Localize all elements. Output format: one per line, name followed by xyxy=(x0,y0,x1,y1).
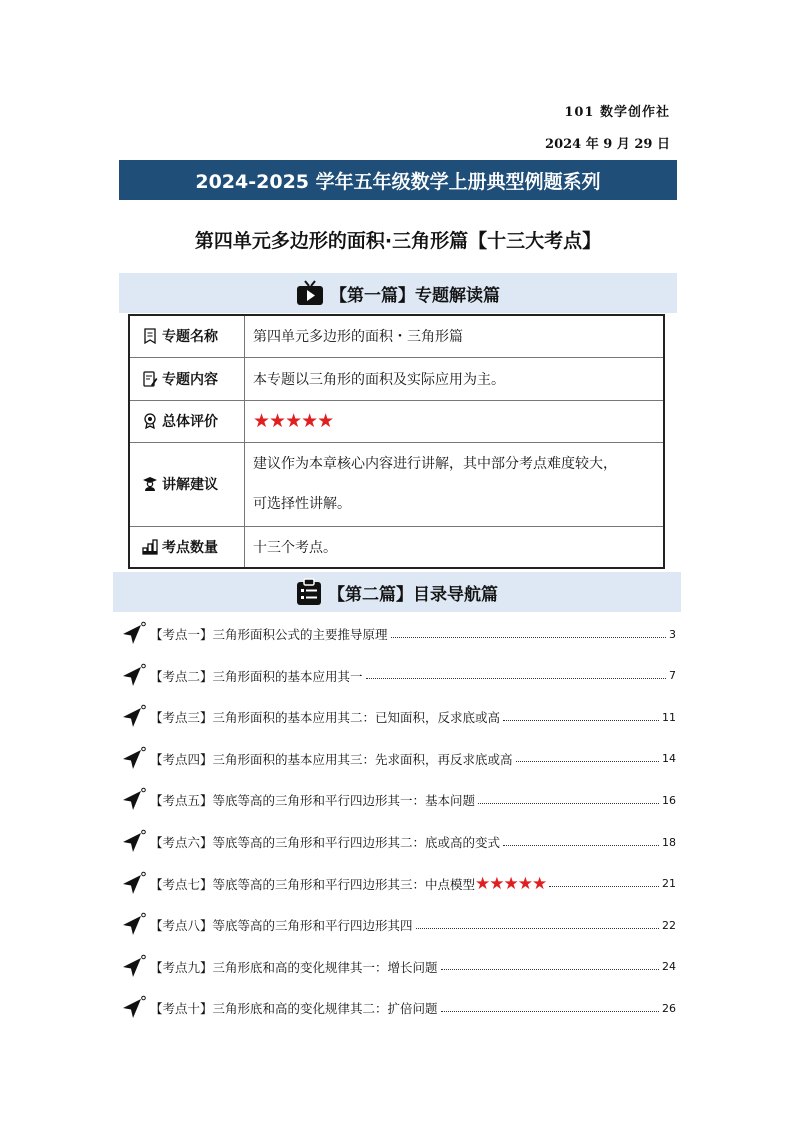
info-row-content xyxy=(129,357,664,400)
pointer-arrow-icon xyxy=(120,912,146,938)
toc-page-number: 22 xyxy=(662,918,676,932)
pointer-arrow-icon xyxy=(120,871,146,897)
dot-leader xyxy=(441,969,659,970)
dot-leader xyxy=(366,678,666,679)
toc-entry[interactable] xyxy=(120,829,676,855)
toc-entry-title: 【考点四】三角形面积的基本应用其三：先求面积，再反求底或高 xyxy=(150,751,513,767)
topic-info-table xyxy=(128,314,665,569)
difficulty-stars: ★★★★★ xyxy=(475,873,547,894)
info-key: 考点数量 xyxy=(162,539,218,556)
toc-entry-title: 【考点九】三角形底和高的变化规律其一：增长问题 xyxy=(150,959,438,975)
info-key: 专题名称 xyxy=(162,329,218,346)
toc-entry[interactable] xyxy=(120,746,676,772)
toc-entry[interactable] xyxy=(120,621,676,647)
info-value: 第四单元多边形的面积・三角形篇 xyxy=(245,315,665,357)
teacher-icon xyxy=(142,476,158,492)
info-value: 本专题以三角形的面积及实际应用为主。 xyxy=(245,357,665,400)
document-subtitle: 第四单元多边形的面积·三角形篇【十三大考点】 xyxy=(194,230,602,252)
toc-entry-title: 【考点八】等底等高的三角形和平行四边形其四 xyxy=(150,918,413,934)
info-value: 十三个考点。 xyxy=(245,526,665,568)
info-value-continued: 可选择性讲解。 xyxy=(253,496,351,512)
pointer-arrow-icon xyxy=(120,704,146,730)
tv-icon xyxy=(296,280,324,306)
toc-entry[interactable] xyxy=(120,954,676,980)
info-value: 建议作为本章核心内容进行讲解，其中部分考点难度较大， xyxy=(253,456,617,472)
info-row-rating xyxy=(129,400,664,442)
dot-leader xyxy=(503,720,659,721)
toc-entry-title: 【考点五】等底等高的三角形和平行四边形其一：基本问题 xyxy=(150,793,476,809)
section-2-title: 【第二篇】目录导航篇 xyxy=(328,584,498,605)
toc-entry[interactable] xyxy=(120,787,676,813)
rating-stars: ★★★★★ xyxy=(253,410,334,432)
toc-entry[interactable] xyxy=(120,995,676,1021)
toc-entry-title: 【考点二】三角形面积的基本应用其一 xyxy=(150,668,363,684)
toc-entry-title: 【考点三】三角形面积的基本应用其二：已知面积，反求底或高 xyxy=(150,710,501,726)
toc-page-number: 7 xyxy=(669,669,676,683)
toc-entry-title: 【考点六】等底等高的三角形和平行四边形其二：底或高的变式 xyxy=(150,835,501,850)
series-title: 2024-2025 学年五年级数学上册典型例题系列 xyxy=(195,170,601,193)
toc-entry[interactable] xyxy=(120,663,676,689)
info-key: 讲解建议 xyxy=(162,477,218,493)
toc-page-number: 3 xyxy=(669,627,676,641)
toc-entry-title: 【考点十】三角形底和高的变化规律其二：扩倍问题 xyxy=(150,1001,438,1017)
pointer-arrow-icon xyxy=(120,995,146,1021)
toc-page-number: 18 xyxy=(662,835,676,849)
section-header-2 xyxy=(113,572,681,612)
toc-page-number: 14 xyxy=(662,752,676,766)
edit-doc-icon xyxy=(142,371,158,387)
pointer-arrow-icon xyxy=(120,954,146,980)
toc-entry[interactable] xyxy=(120,871,676,897)
pointer-arrow-icon xyxy=(120,787,146,813)
toc-page-number: 21 xyxy=(662,877,676,891)
toc-entry-title: 【考点一】三角形面积公式的主要推导原理 xyxy=(150,627,388,642)
section-header-1 xyxy=(119,273,677,313)
bookmark-icon xyxy=(142,328,158,344)
dot-leader xyxy=(549,886,659,887)
pointer-arrow-icon xyxy=(120,663,146,689)
award-icon xyxy=(142,413,158,429)
pointer-arrow-icon xyxy=(120,746,146,772)
pointer-arrow-icon xyxy=(120,829,146,855)
dot-leader xyxy=(416,928,659,929)
dot-leader xyxy=(441,1011,659,1012)
section-1-title: 【第一篇】专题解读篇 xyxy=(330,285,500,306)
toc-entry[interactable] xyxy=(120,704,676,730)
series-banner xyxy=(119,160,677,200)
toc-page-number: 16 xyxy=(662,793,676,807)
toc-entry[interactable] xyxy=(120,912,676,938)
toc-page-number: 26 xyxy=(662,1001,676,1015)
clipboard-icon xyxy=(296,578,322,606)
info-row-name xyxy=(129,315,664,357)
info-key: 专题内容 xyxy=(162,371,218,388)
blocks-icon xyxy=(142,539,158,555)
toc-page-number: 24 xyxy=(662,960,676,974)
info-row-advice xyxy=(129,442,664,526)
info-row-count xyxy=(129,526,664,568)
dot-leader xyxy=(503,845,659,846)
dot-leader xyxy=(391,637,666,638)
pointer-arrow-icon xyxy=(120,621,146,647)
toc-entry-title: 【考点七】等底等高的三角形和平行四边形其三：中点模型 xyxy=(150,876,476,892)
dot-leader xyxy=(516,761,659,762)
dot-leader xyxy=(478,803,659,804)
info-key: 总体评价 xyxy=(162,414,218,430)
toc-page-number: 11 xyxy=(662,710,676,724)
publisher-name: 101 数学创作社 xyxy=(564,105,670,120)
publish-date: 2024 年 9 月 29 日 xyxy=(545,137,670,152)
